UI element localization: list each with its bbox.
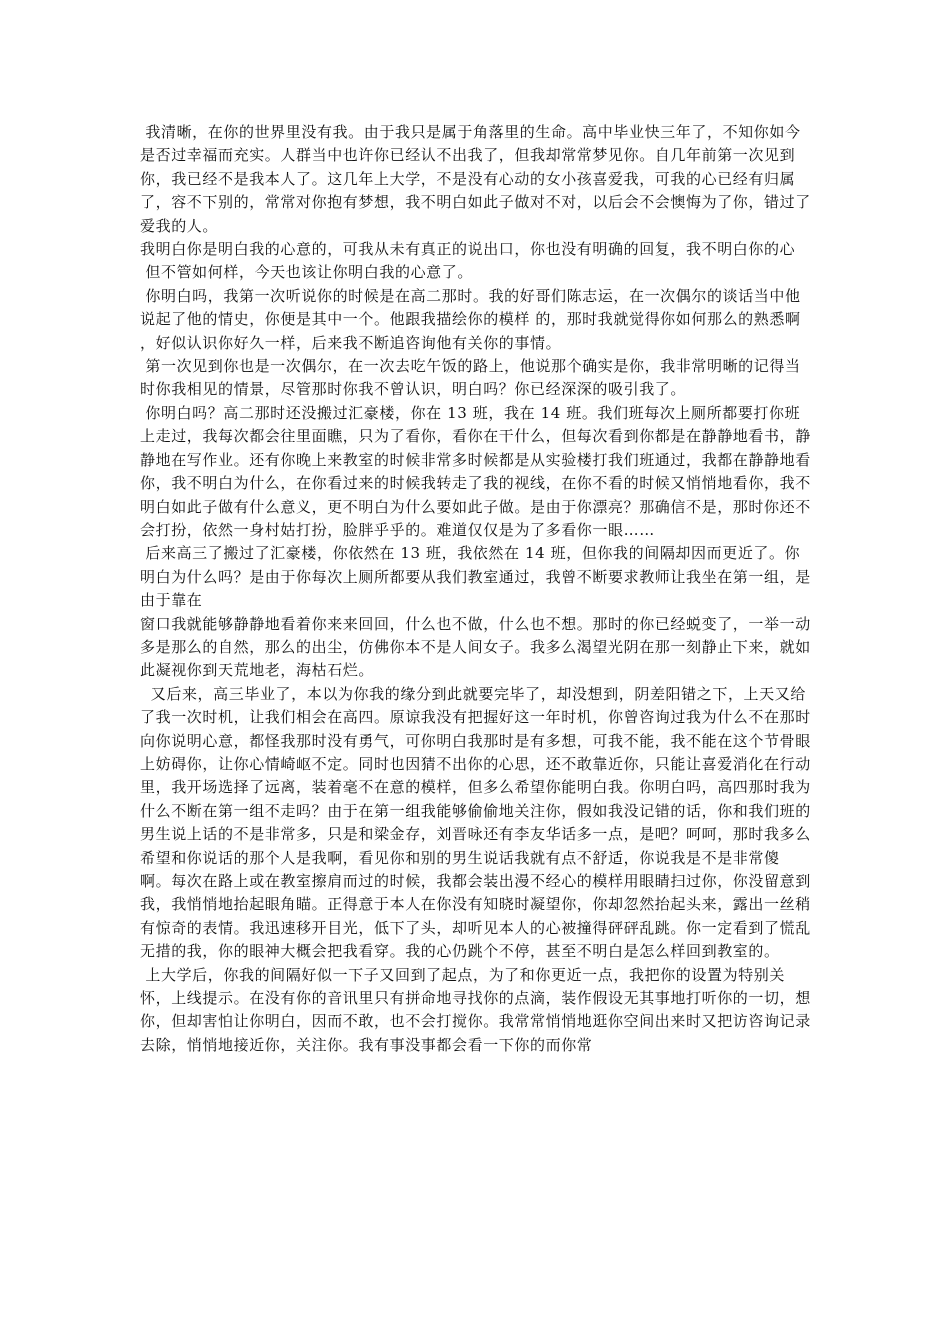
paragraph-7: 后来高三了搬过了汇豪楼，你依然在 13 班，我依然在 14 班，但你我的间隔却因而更近了。你明白为什么吗？是由于你每次上厕所都要从我们教室通过，我曾不断要求教师让我坐在第一组，是由于靠在 xyxy=(140,544,811,610)
paragraph-8: 窗口我就能够静静地看着你来来回回，什么也不做，什么也不想。那时的你已经蜕变了，一举一动多是那么的自然，那么的出尘，仿佛你本不是人间女子。我多么渴望光阴在那一刻静止下来，就如此凝视你到天荒地老，海枯石烂。 xyxy=(140,614,811,680)
paragraph-3: 但不管如何样，今天也该让你明白我的心意了。 xyxy=(140,263,473,282)
paragraph-5: 第一次见到你也是一次偶尔，在一次去吃午饭的路上，他说那个确实是你，我非常明晰的记得当时你我相见的情景，尽管那时你我不曾认识，明白吗？你已经深深的吸引我了。 xyxy=(140,357,801,399)
paragraph-2: 我明白你是明白我的心意的，可我从未有真正的说出口，你也没有明确的回复，我不明白你的心 xyxy=(140,240,796,259)
document-body xyxy=(140,121,815,1057)
paragraph-10: 上大学后，你我的间隔好似一下子又回到了起点，为了和你更近一点，我把你的设置为特别关怀，上线提示。在没有你的音讯里只有拼命地寻找你的点滴，装作假设无其事地打听你的一切，想你，但却害怕让你明白，因而不敢，也不会打搅你。我常常悄悄地逛你空间出来时又把访咨询记录去除，悄悄地接近你，关注你。我有事没事都会看一下你的而你常 xyxy=(140,965,811,1054)
paragraph-9: 又后来，高三毕业了，本以为你我的缘分到此就要完毕了，却没想到，阴差阳错之下，上天又给了我一次时机，让我们相会在高四。原谅我没有把握好这一年时机，你曾咨询过我为什么不在那时向你说明心意，都怪我那时没有勇气，可你明白我那时是有多想，可我不能，我不能在这个节骨眼上妨碍你，让你心情崎岖不定。同时也因猜不出你的心思，还不敢靠近你，只能让喜爱消化在行动里，我开场选择了远离，装着毫不在意的模样，但多么希望你能明白我。你明白吗，高四那时我为什么不断在第一组不走吗？由于在第一组我能够偷偷地关注你，假如我没记错的话，你和我们班的男生说上话的不是非常多，只是和梁金存，刘晋咏还有李友华话多一点，是吧？呵呵，那时我多么希望和你说话的那个人是我啊，看见你和别的男生说话我就有点不舒适，你说我是不是非常傻 啊。每次在路上或在教室擦肩而过的时候，我都会装出漫不经心的模样用眼睛扫过你，你没留意到我，我悄悄地抬起眼角瞄。正得意于本人在你没有知晓时凝望你，你却忽然抬起头来，露出一丝稍有惊奇的表情。我迅速移开目光，低下了头，却听见本人的心被撞得砰砰乱跳。你一定看到了慌乱无措的我，你的眼神大概会把我看穿。我的心仍跳个不停，甚至不明白是怎么样回到教室的。 xyxy=(140,684,811,961)
paragraph-6: 你明白吗？高二那时还没搬过汇豪楼，你在 13 班，我在 14 班。我们班每次上厕所都要打你班上走过，我每次都会往里面瞧，只为了看你，看你在干什么，但每次看到你都是在静静地看书，静静地在写作业。还有你晚上来教室的时候非常多时候都是从实验楼打我们班通过，我都在静静地看你，我不明白为什么，在你看过来的时候我转走了我的视线，在你不看的时候又悄悄地看你，我不明白如此子做有什么意义，更不明白为什么要如此子做。是由于你漂亮？那确信不是，那时你还不会打扮，依然一身村姑打扮，脸胖乎乎的。难道仅仅是为了多看你一眼…… xyxy=(140,403,811,539)
paragraph-1: 我清晰，在你的世界里没有我。由于我只是属于角落里的生命。高中毕业快三年了，不知你如今是否过幸福而充实。人群当中也许你已经认不出我了，但我却常常梦见你。自几年前第一次见到你，我已经不是我本人了。这几年上大学，不是没有心动的女小孩喜爱我，可我的心已经有归属了，容不下别的，常常对你抱有梦想，我不明白如此子做对不对，以后会不会懊悔为了你，错过了爱我的人。 xyxy=(140,123,811,235)
paragraph-4: 你明白吗，我第一次听说你的时候是在高二那时。我的好哥们陈志运，在一次偶尔的谈话当中他说起了他的情史，你便是其中一个。他跟我描绘你的模样 的，那时我就觉得你如何那么的熟悉啊 ，好似认识你好久一样，后来我不断追咨询他有关你的事情。 xyxy=(140,286,806,352)
